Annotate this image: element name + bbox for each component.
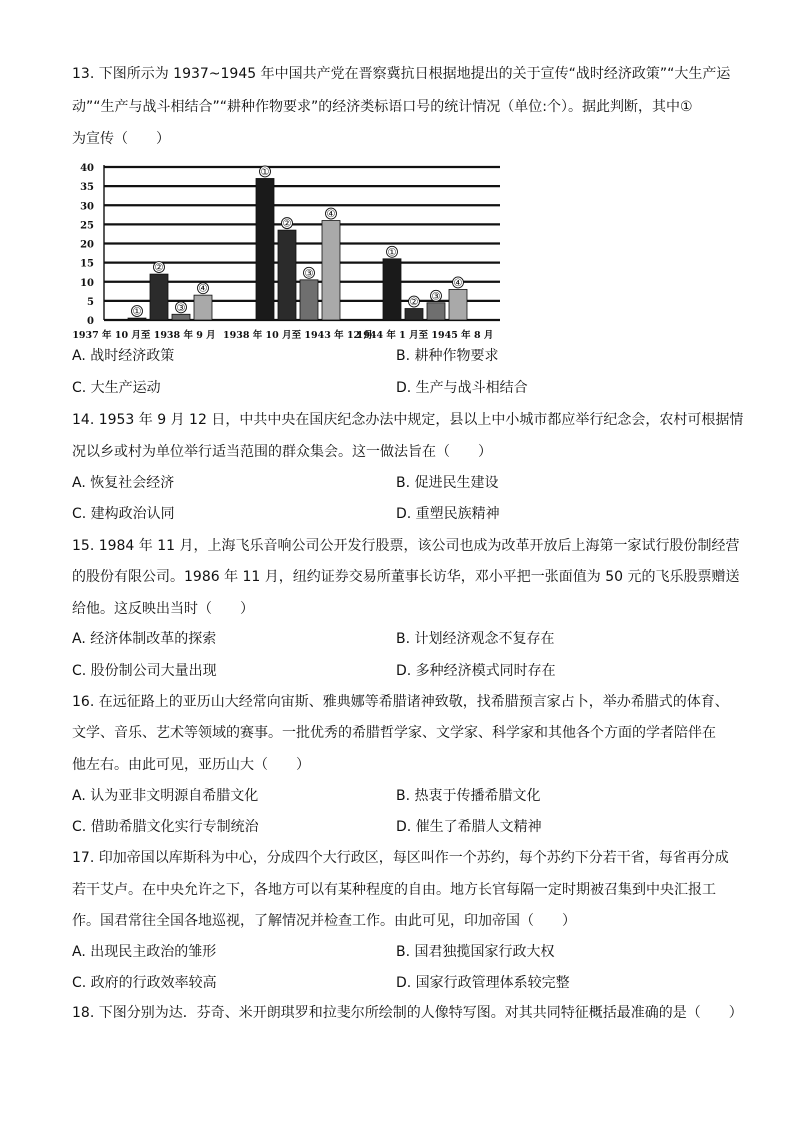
y-tick-label: 30 xyxy=(80,201,94,213)
q16-option-d[interactable]: D. 催生了希腊人文精神 xyxy=(396,819,542,835)
q14-option-c[interactable]: C. 建构政治认同 xyxy=(72,506,175,522)
q17-option-d[interactable]: D. 国家行政管理体系较完整 xyxy=(396,975,570,991)
y-tick-label: 20 xyxy=(80,239,94,251)
bar-marker-label: ④ xyxy=(326,209,336,221)
bar xyxy=(449,289,467,320)
y-tick-label: 0 xyxy=(87,316,94,327)
y-tick-label: 10 xyxy=(80,277,94,289)
q16-option-a[interactable]: A. 认为亚非文明源自希腊文化 xyxy=(72,788,259,804)
q17-text-line: 17. 印加帝国以库斯科为中心，分成四个大行政区，每区叫作一个苏约，每个苏约下分若干省，每省再分成 xyxy=(72,850,729,866)
q13-text-line: 为宣传（ ） xyxy=(72,131,170,147)
x-category-label: 1938 年 10 月至 1943 年 12 月 xyxy=(223,330,373,341)
q15-text-line: 15. 1984 年 11 月，上海飞乐音响公司公开发行股票，该公司也成为改革开放后上海第一家试行股份制经营 xyxy=(72,538,740,554)
bar xyxy=(194,295,212,320)
bar xyxy=(322,221,340,320)
bar-marker-label: ① xyxy=(132,306,142,318)
q18-text-line: 18. 下图分别为达．芬奇、米开朗琪罗和拉斐尔所绘制的人像特写图。对其共同特征概括最准确的是（ ） xyxy=(72,1005,743,1021)
q17-text-line: 作。国君常往全国各地巡视，了解情况并检查工作。由此可见，印加帝国（ ） xyxy=(72,913,576,929)
q14-option-b[interactable]: B. 促进民生建设 xyxy=(396,475,499,491)
q14-option-d[interactable]: D. 重塑民族精神 xyxy=(396,506,500,522)
q15-text-line: 给他。这反映出当时（ ） xyxy=(72,601,254,617)
q13-text-line: 动”“生产与战斗相结合”“耕种作物要求”的经济类标语口号的统计情况（单位:个）。据此判断，其中① xyxy=(72,99,693,115)
q16-text-line: 16. 在远征路上的亚历山大经常向宙斯、雅典娜等希腊诸神致敬，找希腊预言家占卜，举办希腊式的体育、 xyxy=(72,694,729,710)
q13-option-a[interactable]: A. 战时经济政策 xyxy=(72,348,175,364)
q15-option-b[interactable]: B. 计划经济观念不复存在 xyxy=(396,631,555,647)
y-tick-label: 5 xyxy=(87,296,94,308)
q16-text-line: 他左右。由此可见，亚历山大（ ） xyxy=(72,757,310,773)
q17-option-a[interactable]: A. 出现民主政治的雏形 xyxy=(72,944,217,960)
bar xyxy=(405,309,423,320)
y-tick-label: 35 xyxy=(80,182,94,194)
q17-option-b[interactable]: B. 国君独揽国家行政大权 xyxy=(396,944,555,960)
q16-text-line: 文学、音乐、艺术等领域的赛事。一批优秀的希腊哲学家、文学家、科学家和其他各个方面的学者陪伴在 xyxy=(72,725,716,741)
bar-marker-label: ③ xyxy=(304,268,314,280)
bar-marker-label: ③ xyxy=(176,302,186,314)
q16-option-c[interactable]: C. 借助希腊文化实行专制统治 xyxy=(72,819,259,835)
q17-text-line: 若干艾卢。在中央允许之下，各地方可以有某种程度的自由。地方长官每隔一定时期被召集到中央汇报工 xyxy=(72,882,716,898)
q15-option-c[interactable]: C. 股份制公司大量出现 xyxy=(72,663,217,679)
bar xyxy=(300,280,318,320)
bar-chart xyxy=(70,155,510,345)
q17-option-c[interactable]: C. 政府的行政效率较高 xyxy=(72,975,217,991)
bar xyxy=(128,318,146,320)
bar-marker-label: ③ xyxy=(431,291,441,303)
q14-text-line: 14. 1953 年 9 月 12 日，中共中央在国庆纪念办法中规定，县以上中小城市都应举行纪念会，农村可根据情 xyxy=(72,412,744,428)
bar-marker-label: ② xyxy=(154,262,164,274)
bar-marker-label: ④ xyxy=(453,277,463,289)
bar-marker-label: ④ xyxy=(198,283,208,295)
bar xyxy=(172,314,190,320)
q15-option-d[interactable]: D. 多种经济模式同时存在 xyxy=(396,663,556,679)
bar-marker-label: ② xyxy=(409,297,419,309)
bar xyxy=(278,230,296,320)
bar xyxy=(150,274,168,320)
bar xyxy=(256,178,274,320)
x-category-label: 1944 年 1 月至 1945 年 8 月 xyxy=(356,330,494,341)
x-category-label: 1937 年 10 月至 1938 年 9 月 xyxy=(72,330,216,341)
y-tick-label: 40 xyxy=(80,163,94,174)
q13-option-b[interactable]: B. 耕种作物要求 xyxy=(396,348,499,364)
q13-text-line: 13. 下图所示为 1937~1945 年中国共产党在晋察冀抗日根据地提出的关于宣传“战时经济政策”“大生产运 xyxy=(72,66,731,82)
q14-option-a[interactable]: A. 恢复社会经济 xyxy=(72,475,175,491)
bar-marker-label: ① xyxy=(260,166,270,178)
bar xyxy=(383,259,401,320)
q13-option-c[interactable]: C. 大生产运动 xyxy=(72,380,161,396)
q15-option-a[interactable]: A. 经济体制改革的探索 xyxy=(72,631,217,647)
bar xyxy=(427,303,445,320)
bar-marker-label: ① xyxy=(387,247,397,259)
y-tick-label: 15 xyxy=(80,258,94,270)
y-tick-label: 25 xyxy=(80,220,94,232)
q14-text-line: 况以乡或村为单位举行适当范围的群众集会。这一做法旨在（ ） xyxy=(72,444,492,460)
q15-text-line: 的股份有限公司。1986 年 11 月，纽约证券交易所董事长访华，邓小平把一张面值为 50 元的飞乐股票赠送 xyxy=(72,569,740,585)
q16-option-b[interactable]: B. 热衷于传播希腊文化 xyxy=(396,788,541,804)
q13-option-d[interactable]: D. 生产与战斗相结合 xyxy=(396,380,528,396)
bar-marker-label: ② xyxy=(282,218,292,230)
